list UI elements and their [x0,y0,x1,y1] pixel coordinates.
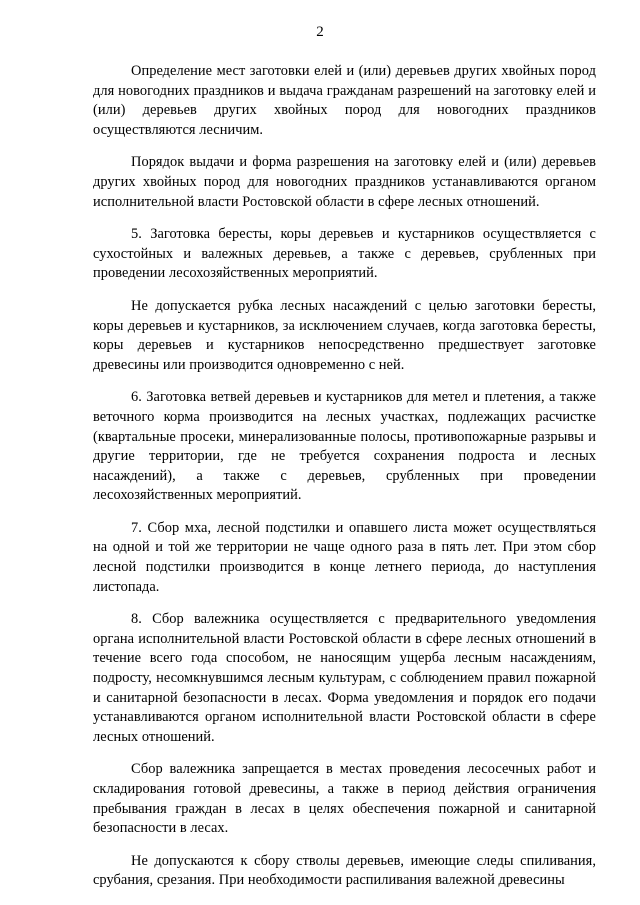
paragraph-item-7-moss-litter-collection: 7. Сбор мха, лесной подстилки и опавшего листа может осуществляться на одной и той же территории не чаще одного раза в пять лет. При этом сбор лесной подстилки производится в конце летнего периода, до наступления листопада. [93,519,596,595]
paragraph-deadwood-prohibition: Сбор валежника запрещается в местах проведения лесосечных работ и складирования готовой древесины, а также в период действия ограничения пребывания граждан в лесах в целях обеспечения пожарной и санитарной безопасности в лесах. [93,761,596,837]
page-number: 2 [316,24,324,40]
paragraph-christmas-tree-sites: Определение мест заготовки елей и (или) деревьев других хвойных пород для новогодних праздников и выдача гражданам разрешений на заготовку елей и (или) деревьев других хвойных пород для новогодних праздников осуществляются лесничим. [93,63,596,138]
paragraph-item-6-branches-harvesting: 6. Заготовка ветвей деревьев и кустарников для метел и плетения, а также веточного корма производится на лесных участках, подлежащих расчистке (квартальные просеки, минерализованные полосы, противопожарные разрывы и другие территории, где не требуется сохранения подроста и лесных насаждений), а также с деревьев, срубленных при проведении лесохозяйственных мероприятий. [93,389,596,504]
paragraph-item-5-bark-harvesting: 5. Заготовка бересты, коры деревьев и кустарников осуществляется с сухостойных и валежных деревьев, а также с деревьев, срубленных при проведении лесохозяйственных мероприятий. [93,226,596,282]
paragraph-trunks-not-allowed: Не допускаются к сбору стволы деревьев, имеющие следы спиливания, срубания, срезания. При необходимости распиливания валежной древесины [93,852,596,889]
paragraph-permit-procedure: Порядок выдачи и форма разрешения на заготовку елей и (или) деревьев других хвойных пород для новогодних праздников устанавливаются органом исполнительной власти Ростовской области в сфере лесных отношений. [93,154,596,210]
paragraph-item-8-deadwood-collection: 8. Сбор валежника осуществляется с предварительного уведомления органа исполнительной власти Ростовской области в сфере лесных отношений в течение всего года способом, не наносящим ущерба лесным насаждениям, подросту, несомкнувшимся лесным культурам, с соблюдением правил пожарной и санитарной безопасности в лесах. Форма уведомления и порядок его подачи устанавливаются органом исполнительной власти Ростовской области в сфере лесных отношений. [93,611,596,745]
document-body [93,62,596,904]
paragraph-bark-felling-restriction: Не допускается рубка лесных насаждений с целью заготовки бересты, коры деревьев и кустарников, за исключением случаев, когда заготовка бересты, коры деревьев и кустарников непосредственно предшествует заготовке древесины или производится одновременно с ней. [93,297,596,373]
